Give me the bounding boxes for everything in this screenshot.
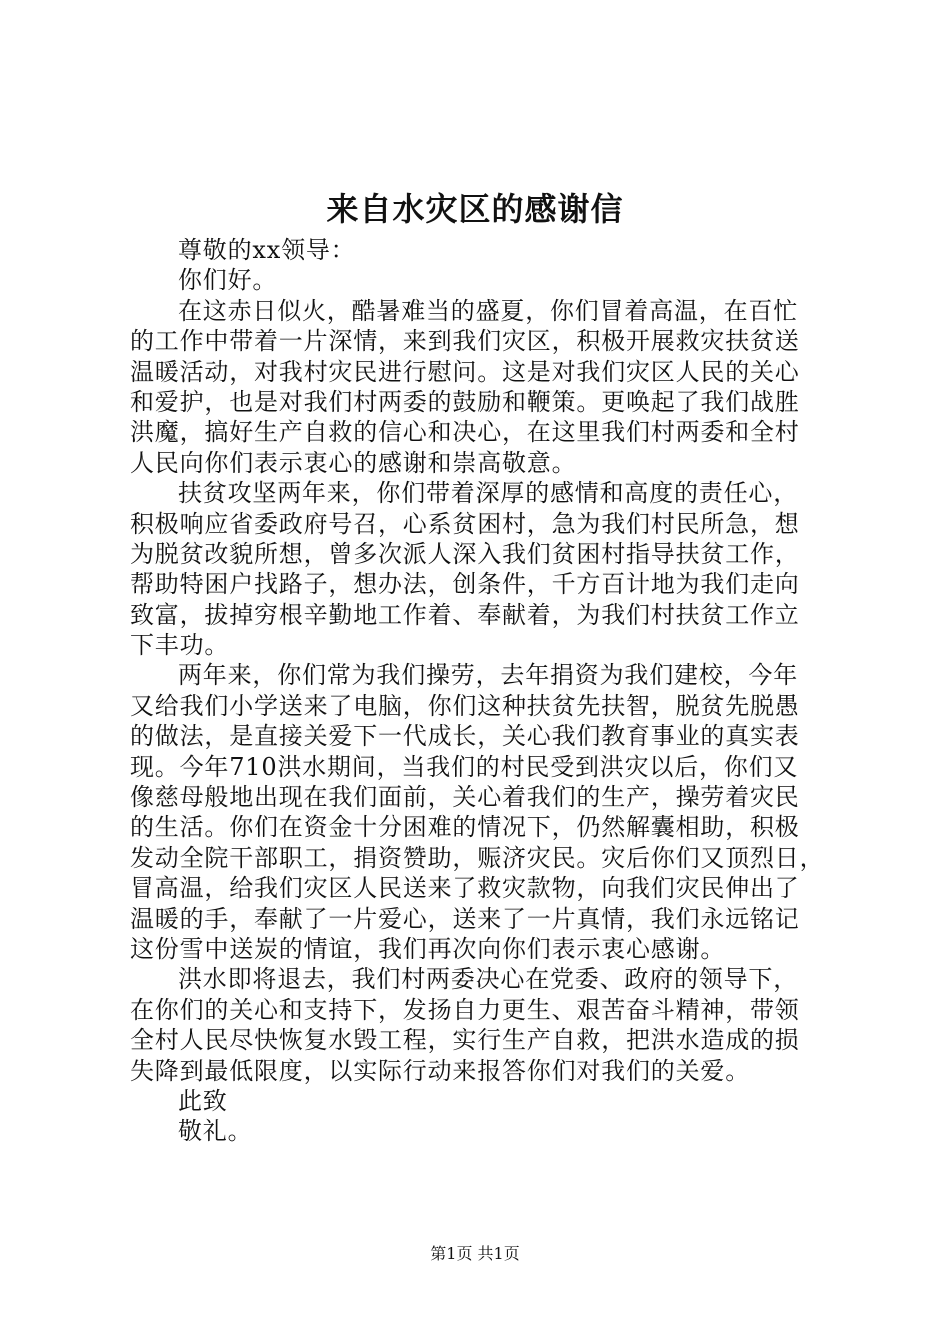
paragraph-line: 温暖活动，对我村灾民进行慰问。这是对我们灾区人民的关心 (130, 357, 800, 386)
paragraph-line: 像慈母般地出现在我们面前，关心着我们的生产，操劳着灾民 (130, 783, 800, 812)
paragraph-line: 人民向你们表示衷心的感谢和崇高敬意。 (130, 448, 577, 477)
closing-salute: 敬礼。 (178, 1117, 253, 1146)
paragraph-line: 帮助特困户找路子，想办法，创条件，千方百计地为我们走向 (130, 570, 800, 599)
greeting: 你们好。 (178, 266, 278, 295)
paragraph-line: 致富，拔掉穷根辛勤地工作着、奉献着，为我们村扶贫工作立 (130, 600, 800, 629)
paragraph-line: 发动全院干部职工，捐资赞助，赈济灾民。灾后你们又顶烈日， (130, 843, 825, 872)
paragraph-line: 又给我们小学送来了电脑，你们这种扶贫先扶智，脱贫先脱愚 (130, 691, 800, 720)
paragraph-line: 积极响应省委政府号召，心系贫困村，急为我们村民所急，想 (130, 509, 800, 538)
paragraph-line: 的做法，是直接关爱下一代成长，关心我们教育事业的真实表 (130, 722, 800, 751)
paragraph-line: 失降到最低限度，以实际行动来报答你们对我们的关爱。 (130, 1056, 750, 1085)
letter-body (130, 235, 836, 1147)
paragraph-line: 洪水即将退去，我们村两委决心在党委、政府的领导下， (178, 965, 798, 994)
closing-line: 此致 (178, 1086, 228, 1115)
paragraph-line: 和爱护，也是对我们村两委的鼓励和鞭策。更唤起了我们战胜 (130, 387, 800, 416)
paragraph-line: 全村人民尽快恢复水毁工程，实行生产自救，把洪水造成的损 (130, 1026, 800, 1055)
page-footer: 第1页 共1页 (430, 1244, 520, 1263)
paragraph-line: 洪魔，搞好生产自救的信心和决心，在这里我们村两委和全村 (130, 418, 800, 447)
paragraph-line: 温暖的手，奉献了一片爱心，送来了一片真情，我们永远铭记 (130, 904, 800, 933)
salutation: 尊敬的xx领导： (178, 236, 356, 264)
paragraph-line: 在这赤日似火，酷暑难当的盛夏，你们冒着高温，在百忙 (178, 296, 798, 325)
paragraph-line: 扶贫攻坚两年来，你们带着深厚的感情和高度的责任心， (178, 479, 798, 508)
paragraph-line: 为脱贫改貌所想，曾多次派人深入我们贫困村指导扶贫工作， (130, 539, 800, 568)
paragraph-line: 的工作中带着一片深情，来到我们灾区，积极开展救灾扶贫送 (130, 327, 800, 356)
paragraph-line: 现。今年710洪水期间，当我们的村民受到洪灾以后，你们又 (130, 752, 799, 781)
paragraph-line: 这份雪中送炭的情谊，我们再次向你们表示衷心感谢。 (130, 934, 726, 963)
paragraph-line: 的生活。你们在资金十分困难的情况下，仍然解囊相助，积极 (130, 813, 800, 842)
document-title: 来自水灾区的感谢信 (326, 190, 624, 228)
paragraph-line: 下丰功。 (130, 631, 230, 660)
paragraph-line: 冒高温，给我们灾区人民送来了救灾款物，向我们灾民伸出了 (130, 874, 800, 903)
paragraph-line: 在你们的关心和支持下，发扬自力更生、艰苦奋斗精神，带领 (130, 995, 800, 1024)
paragraph-line: 两年来，你们常为我们操劳，去年捐资为我们建校，今年 (178, 661, 798, 690)
